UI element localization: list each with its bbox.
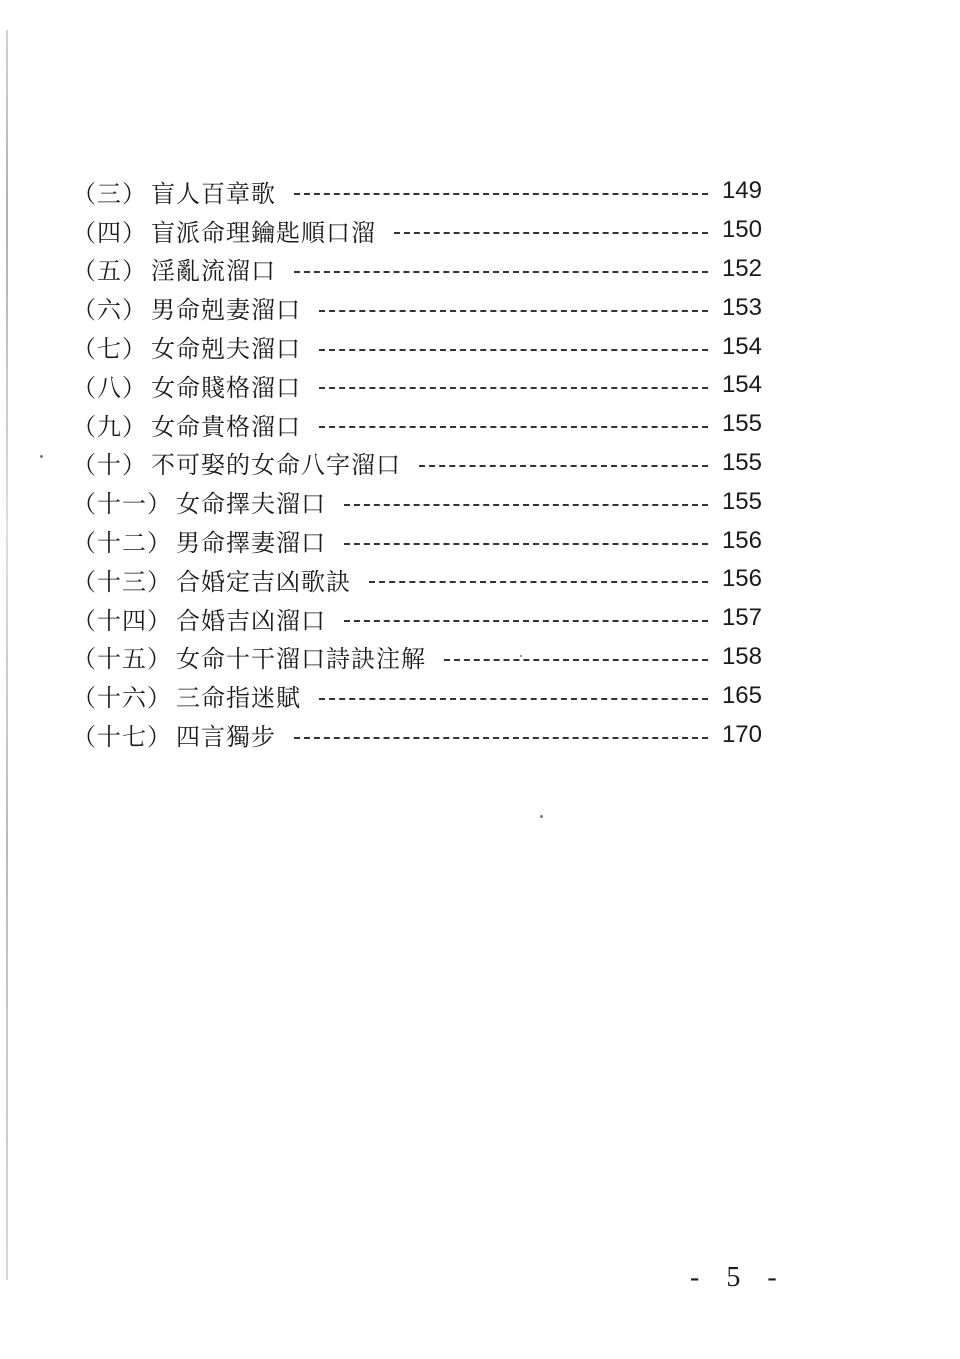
toc-entry-title: 四言獨步: [176, 723, 276, 752]
toc-dot-leader: [444, 659, 708, 661]
toc-entry[interactable]: [72, 638, 762, 677]
toc-entry-title: 盲派命理鑰匙順口溜: [151, 218, 376, 247]
toc-dot-leader: [394, 232, 708, 234]
toc-entry-page: 157: [721, 604, 762, 632]
toc-entry-number: （九）: [72, 412, 147, 441]
toc-entry-title: 合婚定吉凶歌訣: [176, 567, 351, 596]
toc-dot-leader: [419, 465, 708, 467]
toc-entry-title: 不可娶的女命八字溜口: [151, 451, 401, 480]
toc-entry-title: 淫亂流溜口: [151, 257, 276, 286]
toc-entry-page: 155: [721, 410, 762, 438]
toc-entry[interactable]: [72, 366, 762, 405]
toc-entry-page: 165: [721, 681, 762, 709]
toc-entry-page: 152: [721, 254, 762, 282]
toc-dot-leader: [319, 310, 708, 312]
toc-entry-page: 156: [721, 526, 762, 554]
toc-entry[interactable]: [72, 715, 762, 754]
toc-entry-page: 154: [721, 371, 762, 399]
toc-entry-number: （六）: [72, 296, 147, 325]
toc-entry-page: 150: [721, 216, 762, 244]
toc-dot-leader: [319, 387, 708, 389]
toc-dot-leader: [294, 737, 708, 739]
toc-entry[interactable]: [72, 482, 762, 521]
toc-dot-leader: [369, 581, 708, 583]
toc-entry-page: 149: [721, 177, 762, 205]
table-of-contents: [72, 172, 762, 754]
toc-entry[interactable]: [72, 599, 762, 638]
toc-entry-number: （八）: [72, 373, 147, 402]
toc-entry[interactable]: [72, 172, 762, 211]
toc-entry[interactable]: [72, 211, 762, 250]
toc-dot-leader: [294, 271, 708, 273]
toc-dot-leader: [344, 543, 708, 545]
toc-entry[interactable]: [72, 288, 762, 327]
toc-entry-number: （四）: [72, 218, 147, 247]
toc-entry-number: （十二）: [72, 529, 172, 558]
toc-dot-leader: [344, 620, 708, 622]
toc-entry-page: 153: [721, 293, 762, 321]
toc-entry[interactable]: [72, 560, 762, 599]
toc-entry-number: （十五）: [72, 645, 172, 674]
toc-entry-page: 155: [721, 448, 762, 476]
toc-entry[interactable]: [72, 405, 762, 444]
toc-entry-number: （十六）: [72, 684, 172, 713]
toc-entry-title: 合婚吉凶溜口: [176, 606, 326, 635]
toc-entry-page: 158: [721, 642, 762, 670]
toc-entry-page: 155: [721, 487, 762, 515]
toc-entry-title: 女命剋夫溜口: [151, 335, 301, 364]
toc-entry-title: 女命擇夫溜口: [176, 490, 326, 519]
toc-entry-page: 154: [721, 332, 762, 360]
toc-entry-page: 156: [721, 565, 762, 593]
toc-entry-number: （十四）: [72, 606, 172, 635]
toc-entry-number: （十三）: [72, 567, 172, 596]
toc-entry-number: （五）: [72, 257, 147, 286]
toc-entry-title: 盲人百章歌: [151, 179, 276, 208]
toc-entry-page: 170: [721, 720, 762, 748]
page-number: - 5 -: [690, 1262, 787, 1293]
toc-entry-title: 男命剋妻溜口: [151, 296, 301, 325]
scan-speck: [540, 815, 543, 818]
toc-entry[interactable]: [72, 676, 762, 715]
toc-entry-title: 三命指迷賦: [176, 684, 301, 713]
toc-entry-number: （十七）: [72, 723, 172, 752]
toc-dot-leader: [344, 504, 708, 506]
toc-entry[interactable]: [72, 444, 762, 483]
toc-dot-leader: [319, 426, 708, 428]
toc-entry-number: （三）: [72, 179, 147, 208]
toc-dot-leader: [319, 698, 708, 700]
toc-entry-number: （七）: [72, 335, 147, 364]
toc-entry-number: （十）: [72, 451, 147, 480]
toc-entry-title: 男命擇妻溜口: [176, 529, 326, 558]
toc-dot-leader: [294, 193, 708, 195]
toc-entry[interactable]: [72, 521, 762, 560]
scan-edge-shadow: [6, 30, 8, 1280]
toc-entry-title: 女命十干溜口詩訣注解: [176, 645, 426, 674]
toc-dot-leader: [319, 349, 708, 351]
scan-speck: [40, 455, 43, 458]
toc-entry-number: （十一）: [72, 490, 172, 519]
toc-entry-title: 女命貴格溜口: [151, 412, 301, 441]
toc-entry[interactable]: [72, 250, 762, 289]
toc-entry-title: 女命賤格溜口: [151, 373, 301, 402]
toc-entry[interactable]: [72, 327, 762, 366]
